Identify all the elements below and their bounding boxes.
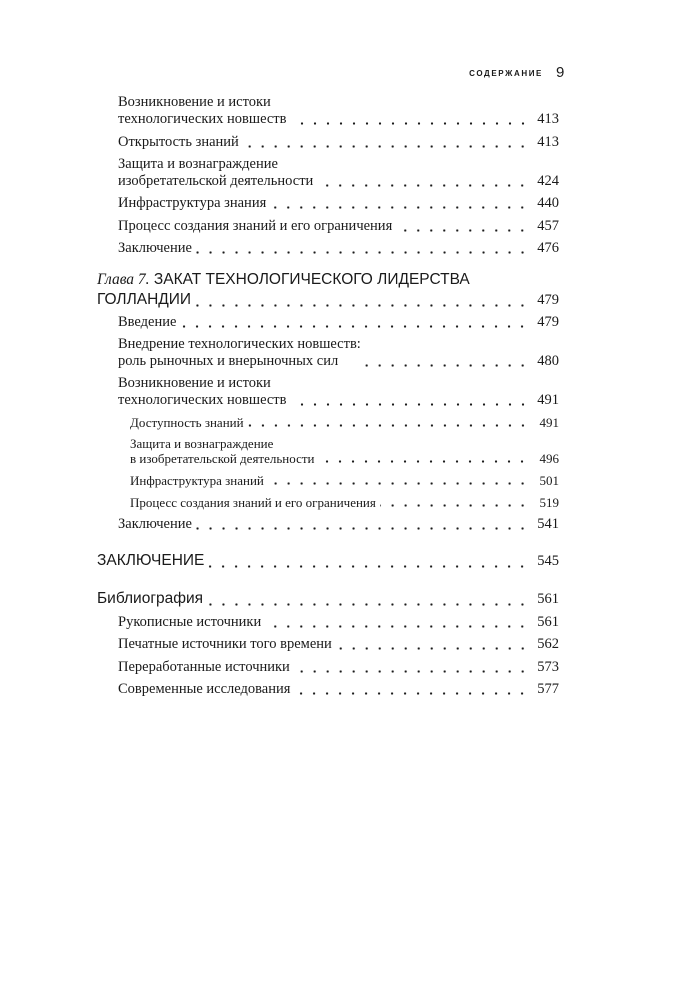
toc-entry-title: Процесс создания знаний и его ограничения [118,217,393,234]
dot-leader [248,414,529,427]
dot-leader [380,494,529,507]
toc-subentry-title: Процесс создания знаний и его ограничения [130,494,376,510]
toc-subentry [97,414,559,430]
toc-entry-title: Современные исследования [118,681,291,697]
toc-entry-page: 424 [537,172,559,189]
toc-entry-title: Заключение [118,516,192,532]
dot-leader [195,292,529,308]
chapter-title: ЗАКАТ ТЕХНОЛОГИЧЕСКОГО ЛИДЕРСТВА [149,271,470,288]
dot-leader [317,172,529,187]
dot-leader [207,591,529,607]
dot-leader [291,391,530,406]
page-header [0,64,673,84]
toc-subentry-page: 496 [539,450,559,466]
dot-leader [208,553,529,569]
table-of-contents [97,94,559,703]
toc-entry-page: 573 [537,658,559,675]
page-number: 9 [556,64,565,81]
toc-entry [97,313,559,331]
chapter-title-line1 [97,270,559,290]
toc-subentry-page: 491 [539,414,559,430]
toc-entry-page: 413 [537,111,559,127]
toc-entry-page: 440 [537,195,559,211]
toc-subentry-title: Инфраструктура знаний [130,472,264,488]
toc-conclusion [97,551,559,571]
toc-entry-title: Рукописные источники [118,613,262,630]
chapter-label: Глава 7. [97,271,150,288]
toc-entry-page: 476 [537,240,559,256]
toc-subentry [97,436,559,466]
dot-leader [294,681,529,696]
toc-entry-title: Возникновение и истоки технологических новшеств [118,374,287,408]
toc-entry-page: 457 [537,217,559,234]
toc-entry [97,658,559,676]
dot-leader [180,313,529,328]
toc-entry-title: Инфраструктура знания [118,195,267,211]
bibliography-page: 561 [537,591,559,607]
toc-entry-page: 561 [537,613,559,630]
chapter-title-cont: ГОЛЛАНДИИ [97,291,192,308]
dot-leader [265,613,529,628]
dot-leader [270,195,529,210]
conclusion-page: 545 [537,553,559,569]
toc-entry-title: Введение [118,313,177,330]
toc-subentry-title: Доступность знаний [130,414,244,430]
dot-leader [243,133,529,148]
dot-leader [294,658,529,673]
toc-subentry-page: 501 [539,472,559,488]
dot-leader [396,217,529,232]
dot-leader [318,450,529,463]
bibliography-title: Библиография [97,590,204,607]
toc-entry-page: 479 [537,313,559,330]
toc-entry [97,195,559,213]
conclusion-title: ЗАКЛЮЧЕНИЕ [97,552,205,569]
toc-entry [97,217,559,235]
toc-entry-title: Защита и вознаграждение изобретательской деятельности [118,155,314,189]
dot-leader [196,240,529,255]
toc-entry-title: Внедрение технологических новшеств: роль рыночных и внерыночных сил [118,335,361,369]
toc-subentry [97,494,559,510]
toc-entry [97,156,559,190]
toc-entry-title: Заключение [118,240,192,256]
toc-subentry-title: Защита и вознаграждение в изобретательской деятельности [130,435,315,466]
toc-entry [97,375,559,409]
toc-entry-page: 541 [537,516,559,532]
toc-entry-title: Печатные источники того времени [118,636,332,652]
chapter-title-line2 [97,290,559,310]
chapter-heading [97,270,559,310]
toc-entry-page: 562 [537,636,559,652]
toc-subentry [97,472,559,488]
toc-entry-page: 577 [537,681,559,697]
dot-leader [365,352,529,367]
toc-entry [97,240,559,258]
chapter-page: 479 [537,292,559,308]
toc-entry-page: 480 [537,352,559,369]
toc-entry [97,516,559,534]
dot-leader [336,636,529,651]
toc-entry [97,636,559,654]
toc-entry-page: 413 [537,133,559,150]
toc-entry [97,336,559,370]
toc-entry-title: Переработанные источники [118,658,290,675]
toc-subentry-page: 519 [539,494,559,510]
dot-leader [268,472,529,485]
running-head: СОДЕРЖАНИЕ [469,69,543,78]
toc-entry [97,613,559,631]
dot-leader [196,516,529,531]
toc-entry-page: 491 [537,391,559,408]
toc-bibliography [97,589,559,609]
toc-entry [97,681,559,699]
dot-leader [291,111,530,126]
toc-entry-title: Возникновение и истоки технологических новшеств [118,94,287,127]
toc-entry [97,94,559,128]
toc-entry [97,133,559,151]
toc-entry-title: Открытость знаний [118,133,239,150]
